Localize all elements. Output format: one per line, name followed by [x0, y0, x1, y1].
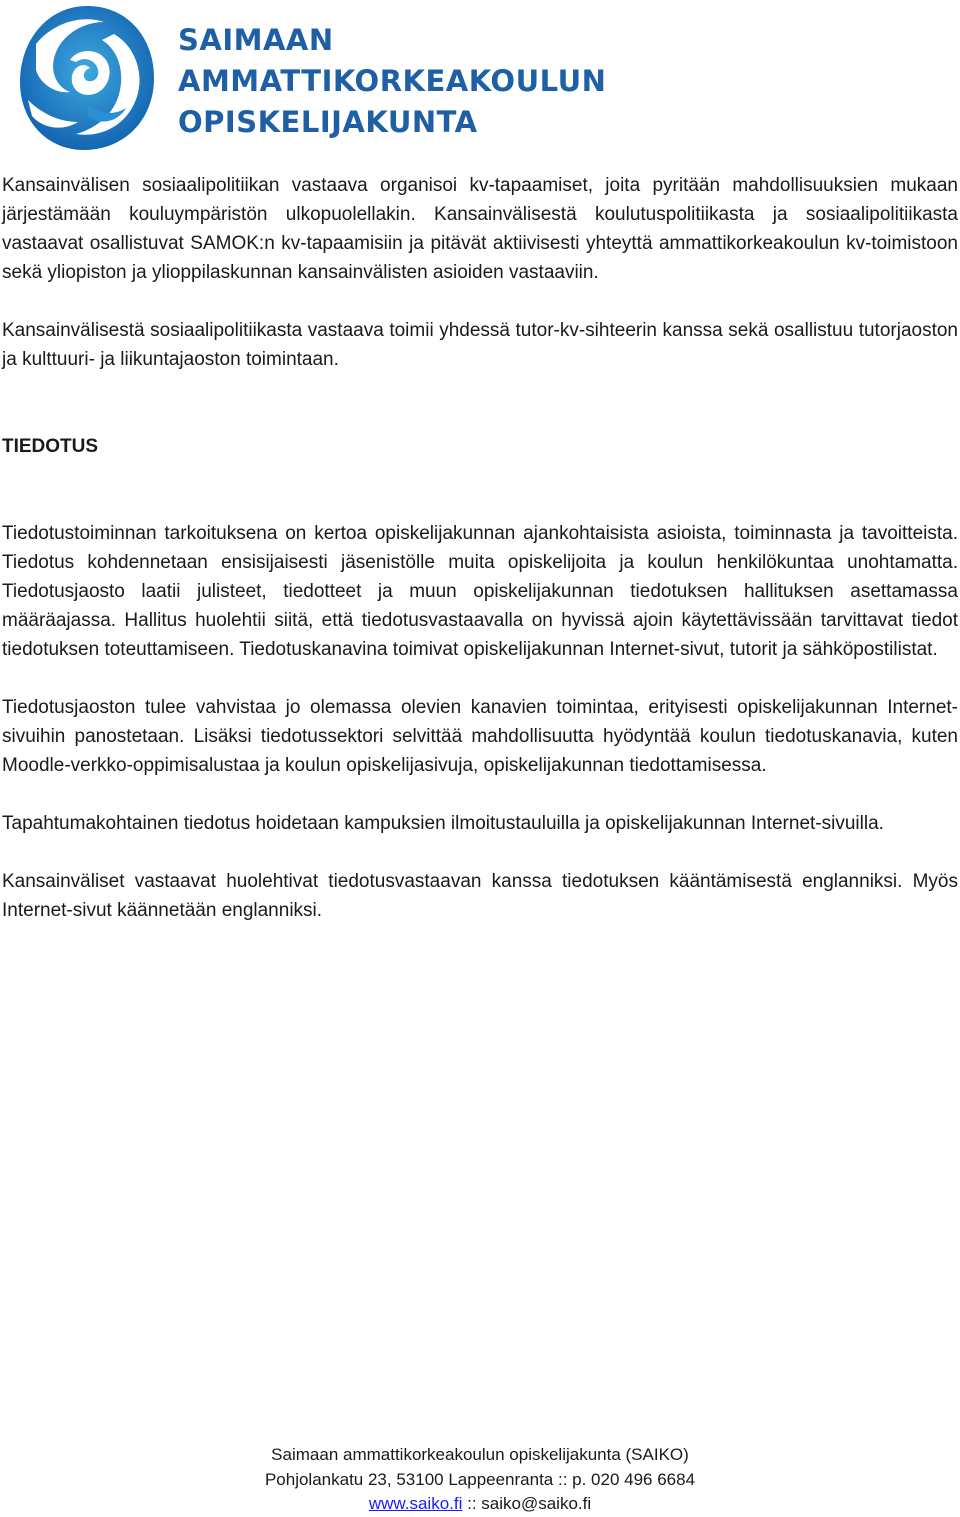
logo-line-2: AMMATTIKORKEAKOULUN — [178, 64, 607, 98]
wave-swirl-icon — [18, 4, 156, 152]
page-footer — [0, 1443, 960, 1517]
logo-line-3: OPISKELIJAKUNTA — [178, 105, 478, 139]
paragraph-event-communication: Tapahtumakohtainen tiedotus hoidetaan kampuksien ilmoitustauluilla ja opiskelijakunnan Internet-sivuilla. — [2, 813, 884, 834]
footer-address: Pohjolankatu 23, 53100 Lappeenranta :: p. 020 496 6684 — [264, 1469, 696, 1489]
section-heading-tiedotus: TIEDOTUS — [2, 436, 99, 457]
footer-contact — [0, 1492, 960, 1517]
paragraph-communication-channels: Tiedotusjaoston tulee vahvistaa jo olemassa olevien kanavien toimintaa, erityisesti opiskelijakunnan Internet-sivuihin panostetaan. Lisäksi tiedotussektori selvittää mahdollisuutta hyödyntää koulun tiedotuskanavia, kuten Moodle-verkko-oppimisalustaa ja koulun opiskelijasivuja, opiskelijakunnan tiedottamisessa. — [2, 697, 958, 776]
footer-email: saiko@saiko.fi — [481, 1494, 592, 1513]
page-header — [18, 4, 607, 154]
footer-organization: Saimaan ammattikorkeakoulun opiskelijakunta (SAIKO) — [271, 1445, 689, 1464]
paragraph-tutor-cooperation: Kansainvälisestä sosiaalipolitiikasta vastaava toimii yhdessä tutor-kv-sihteerin kanssa sekä osallistuu tutorjaoston ja kulttuuri- ja liikuntajaoston toimintaan. — [2, 320, 958, 370]
paragraph-communication-purpose: Tiedotustoiminnan tarkoituksena on kertoa opiskelijakunnan ajankohtaisista asioista, toiminnasta ja tavoitteista. Tiedotus kohdennetaan ensisijaisesti jäsenistölle muita opiskelijoita ja koulun henkilökuntaa unohtamatta. Tiedotusjaosto laatii julisteet, tiedotteet ja muun opiskelijakunnan tiedotuksen hallituksen asettamassa määräajassa. Hallitus huolehtii siitä, että tiedotusvastaavalla on hyvissä ajoin käytettävissään tarvittavat tiedot tiedotuksen toteuttamiseen. Tiedotuskanavina toimivat opiskelijakunnan Internet-sivut, tutorit ja sähköpostilistat. — [2, 523, 958, 660]
website-link[interactable]: www.saiko.fi — [368, 1494, 463, 1513]
footer-separator: :: — [462, 1494, 482, 1513]
document-body — [2, 171, 958, 954]
logo-wordmark — [178, 20, 606, 143]
logo-line-1: SAIMAAN — [178, 23, 334, 57]
paragraph-international-policy: Kansainvälisen sosiaalipolitiikan vastaava organisoi kv-tapaamiset, joita pyritään mahdollisuuksien mukaan järjestämään kouluympäristön ulkopuolellakin. Kansainvälisestä koulutuspolitiikasta ja sosiaalipolitiikasta vastaavat osallistuvat SAMOK:n kv-tapaamisiin ja pitävät aktiivisesti yhteyttä ammattikorkeakoulun kv-toimistoon sekä yliopiston ja ylioppilaskunnan kansainvälisten asioiden vastaaviin. — [2, 175, 958, 283]
paragraph-translation: Kansainväliset vastaavat huolehtivat tiedotusvastaavan kanssa tiedotuksen kääntämisestä englanniksi. Myös Internet-sivut käännetään englanniksi. — [2, 871, 958, 921]
